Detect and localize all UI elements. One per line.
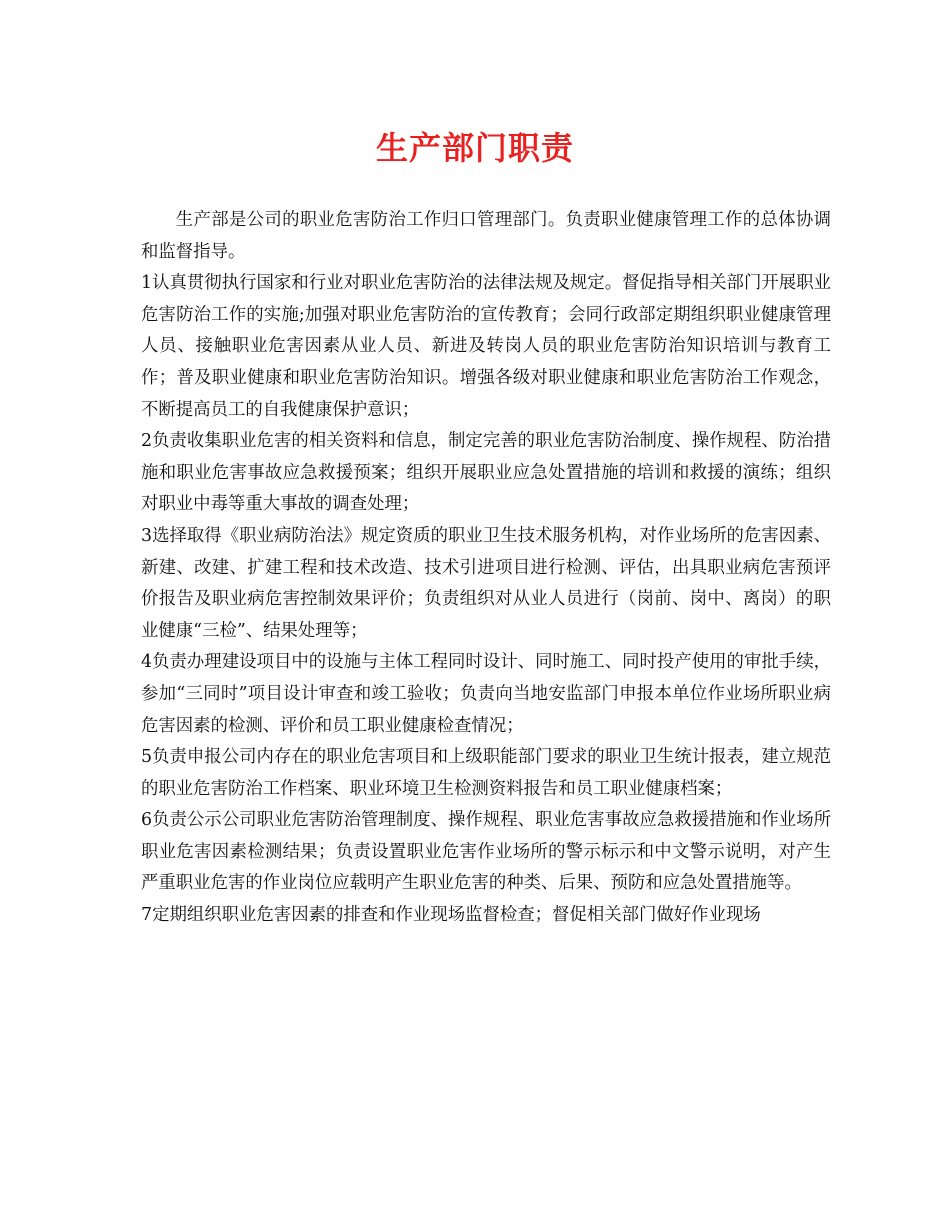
duty-item-7: 7定期组织职业危害因素的排查和作业现场监督检查；督促相关部门做好作业现场 <box>141 905 761 926</box>
document-body <box>141 205 831 932</box>
duty-item-1: 1认真贯彻执行国家和行业对职业危害防治的法律法规及规定。督促指导相关部门开展职业危害防治工作的实施;加强对职业危害防治的宣传教育；会同行政部定期组织职业健康管理人员、接触职业危害因素从业人员、新进及转岗人员的职业危害防治知识培训与教育工作；普及职业健康和职业危害防治知识。增强各级对职业健康和职业危害防治工作观念，不断提高员工的自我健康保护意识； <box>141 273 831 420</box>
duty-item-4: 4负责办理建设项目中的设施与主体工程同时设计、同时施工、同时投产使用的审批手续，参加“三同时”项目设计审查和竣工验收；负责向当地安监部门申报本单位作业场所职业病危害因素的检测、评价和员工职业健康检查情况； <box>141 652 831 736</box>
duty-item-3: 3选择取得《职业病防治法》规定资质的职业卫生技术服务机构，对作业场所的危害因素、新建、改建、扩建工程和技术改造、技术引进项目进行检测、评估，出具职业病危害预评价报告及职业病危害控制效果评价；负责组织对从业人员进行（岗前、岗中、离岗）的职业健康“三检”、结果处理等； <box>141 525 831 641</box>
duty-item-6: 6负责公示公司职业危害防治管理制度、操作规程、职业危害事故应急救援措施和作业场所职业危害因素检测结果；负责设置职业危害作业场所的警示标示和中文警示说明，对产生严重职业危害的作业岗位应载明产生职业危害的种类、后果、预防和应急处置措施等。 <box>141 810 831 894</box>
page-title: 生产部门职责 <box>375 129 574 167</box>
duty-item-2: 2负责收集职业危害的相关资料和信息，制定完善的职业危害防治制度、操作规程、防治措施和职业危害事故应急救援预案；组织开展职业应急处置措施的培训和救援的演练；组织对职业中毒等重大事故的调查处理； <box>141 431 831 515</box>
duty-item-5: 5负责申报公司内存在的职业危害项目和上级职能部门要求的职业卫生统计报表，建立规范的职业危害防治工作档案、职业环境卫生检测资料报告和员工职业健康档案； <box>141 747 831 799</box>
intro-paragraph: 生产部是公司的职业危害防治工作归口管理部门。负责职业健康管理工作的总体协调和监督指导。 <box>141 210 831 262</box>
